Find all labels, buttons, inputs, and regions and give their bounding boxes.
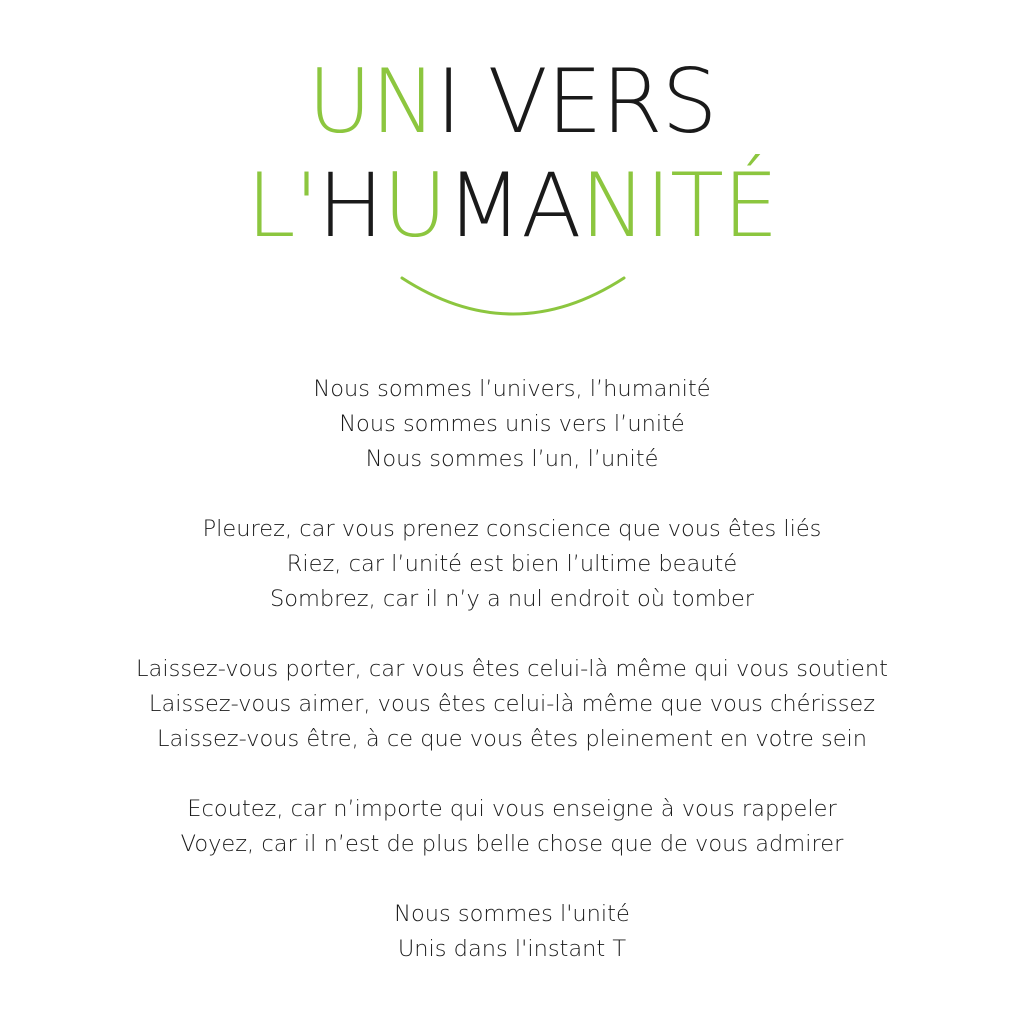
poem-verse: Nous sommes l’univers, l’humanité (313, 376, 711, 402)
poem-verse: Unis dans l'instant T (397, 936, 627, 962)
poem-verse: Voyez, car il n’est de plus belle chose que de vous admirer (180, 831, 844, 857)
poem-verse: Sombrez, car il n’y a nul endroit où tomber (269, 586, 755, 612)
poem-verse: Nous sommes unis vers l’unité (339, 411, 685, 437)
poem-verse: Nous sommes l'unité (394, 901, 630, 927)
title-segment: UN (307, 50, 436, 153)
title-line-univers (0, 50, 1024, 153)
poem-verse: Laissez-vous être, à ce que vous êtes pleinement en votre sein (156, 726, 868, 752)
poem-verse: Nous sommes l’un, l’unité (365, 446, 659, 472)
title-line-humanite (0, 154, 1024, 257)
poem-stanza (0, 897, 1024, 967)
title-segment: MA (446, 154, 581, 257)
poem-verse: Laissez-vous porter, car vous êtes celui-là même qui vous soutient (136, 656, 888, 682)
poem-verse: Ecoutez, car n’importe qui vous enseigne à vous rappeler (187, 796, 837, 822)
poem-stanza (0, 652, 1024, 757)
poem-stanza (0, 512, 1024, 617)
smile-curve-icon (398, 270, 628, 320)
title-segment: H (317, 154, 383, 257)
poem-body (0, 372, 1024, 967)
poem-stanza (0, 372, 1024, 477)
poem-verse: Pleurez, car vous prenez conscience que vous êtes liés (202, 516, 822, 542)
poem-verse: Laissez-vous aimer, vous êtes celui-là même que vous chérissez (148, 691, 876, 717)
poem-verse: Riez, car l’unité est bien l’ultime beauté (286, 551, 738, 577)
title-segment: L' (246, 154, 318, 257)
title-segment: U (382, 154, 447, 257)
title-segment: NITÉ (580, 154, 778, 257)
title-segment: I VERS (435, 50, 717, 153)
smile-curve-path (402, 278, 624, 314)
poem-stanza (0, 792, 1024, 862)
